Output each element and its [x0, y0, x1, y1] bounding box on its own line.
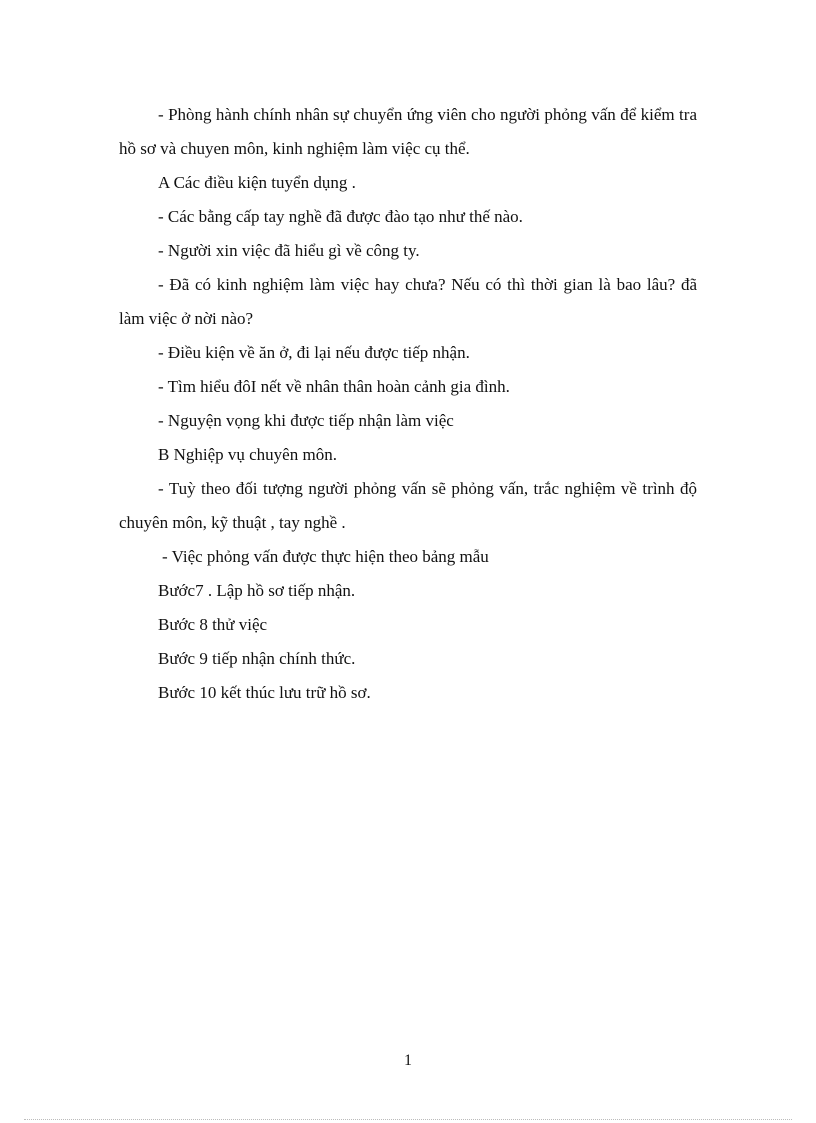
step-9: Bước 9 tiếp nhận chính thức. [158, 649, 356, 668]
paragraph-transfer-candidate: - Phòng hành chính nhân sự chuyển ứng viên cho người phỏng vấn để kiểm tra hồ sơ và chuyen môn, kinh nghiệm làm việc cụ thể. [119, 105, 697, 158]
step-8: Bước 8 thử việc [158, 615, 268, 634]
paragraph-interview-testing: - Tuỳ theo đối tượng người phỏng vấn sẽ phỏng vấn, trắc nghiệm về trình độ chuyên môn, kỹ thuật , tay nghề . [119, 479, 697, 532]
paragraph-company-knowledge: - Người xin việc đã hiểu gì về công ty. [158, 241, 420, 260]
body-text [119, 98, 697, 710]
heading-professional-skills: B Nghiệp vụ chuyên môn. [158, 445, 337, 464]
paragraph-work-experience: - Đã có kinh nghiệm làm việc hay chưa? Nếu có thì thời gian là bao lâu? đã làm việc ở nời nào? [119, 275, 697, 328]
paragraph-qualifications: - Các bằng cấp tay nghề đã được đào tạo như thế nào. [158, 207, 523, 226]
heading-recruitment-conditions: A Các điều kiện tuyển dụng . [158, 173, 356, 192]
paragraph-interview-form: - Việc phỏng vấn được thực hiện theo bảng mẫu [162, 547, 489, 566]
paragraph-family-background: - Tìm hiểu đôI nết về nhân thân hoàn cảnh gia đình. [158, 377, 510, 396]
step-7: Bước7 . Lập hồ sơ tiếp nhận. [158, 581, 356, 600]
page-number: 1 [404, 1052, 412, 1069]
paragraph-aspirations: - Nguyện vọng khi được tiếp nhận làm việc [158, 411, 454, 430]
footer-divider [24, 1119, 792, 1120]
step-10: Bước 10 kết thúc lưu trữ hồ sơ. [158, 683, 371, 702]
paragraph-living-conditions: - Điều kiện về ăn ở, đi lại nếu được tiếp nhận. [158, 343, 470, 362]
